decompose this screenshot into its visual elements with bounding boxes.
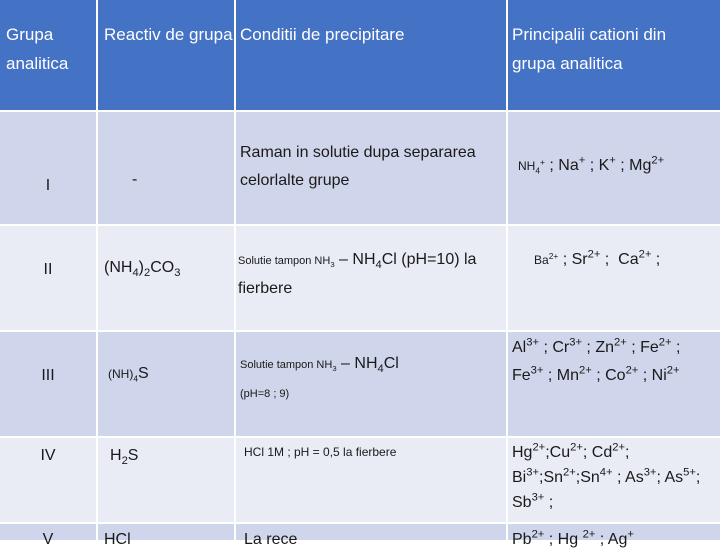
row4-conditions-text: HCl 1M ; pH = 0,5 la fierbere xyxy=(244,445,397,459)
row2-group-text: II xyxy=(43,261,53,278)
row5-group xyxy=(0,524,96,548)
row3-reagent: $(NH)_4S$ xyxy=(98,332,234,436)
row1-reagent xyxy=(98,112,234,224)
row1-conditions xyxy=(236,112,506,224)
header-cations-text: Principalii cationi din grupa analitica xyxy=(512,25,667,73)
row2-reagent: $(NH_4)_2CO_3$ xyxy=(98,226,234,330)
row2-cations: $Ba^{2+}$ ; $Sr^{2+}$ ; $Ca^{2+}$ ; xyxy=(508,226,720,330)
row5-reagent xyxy=(98,524,234,548)
row5-reagent-text: HCl xyxy=(104,531,131,548)
row3-cations: $Al^{3+}$ ; $Cr^{3+}$ ; $Zn^{2+}$ ; $Fe^{2+}$ ; $Fe^{3+}$ ; $Mn^{2+}$ ; $Co^{2+}$ ; $Ni^{2+}$ xyxy=(508,332,720,436)
row1-reagent-text: - xyxy=(132,171,138,188)
header-group-text: Grupa analitica xyxy=(6,25,69,73)
row4-cations: $Hg^{2+};Cu^{2+}$; $Cd^{2+}$; $Bi^{3+};Sn^{2+};Sn^{4+}$ ; $As^{3+}$; $As^{5+}$; $Sb^{3+}$ ; xyxy=(508,438,720,522)
row1-conditions-text: Raman in solutie dupa separarea celorlalte grupe xyxy=(240,144,476,189)
row4-group xyxy=(0,438,96,522)
row4-conditions xyxy=(236,438,506,522)
row4-reagent: $H_2S$ xyxy=(98,438,234,522)
row5-group-text: V xyxy=(42,531,54,548)
row2-conditions: Solutie tampon $NH_3 - NH_4Cl$ (pH=10) la fierbere xyxy=(236,226,506,330)
row5-cations: $Pb^{2+}$ ; Hg $^{2+}$ ; Ag+ xyxy=(508,524,720,540)
row2-group xyxy=(0,226,96,330)
header-conditions-text: Conditii de precipitare xyxy=(240,25,405,44)
header-group xyxy=(0,0,96,110)
header-reagent xyxy=(98,0,234,110)
row3-group-text: III xyxy=(41,367,55,384)
row4-group-text: IV xyxy=(40,447,56,464)
header-reagent-text: Reactiv de grupa xyxy=(104,25,233,44)
row3-group xyxy=(0,332,96,436)
row1-group-text: I xyxy=(45,177,51,194)
header-conditions xyxy=(236,0,506,110)
row3-conditions: Solutie tampon $NH_3 - NH_4Cl$ (pH=8 ; 9) xyxy=(236,332,506,436)
row5-conditions xyxy=(236,524,506,548)
header-cations xyxy=(508,0,720,110)
row1-cations: $NH_4^+$ ; Na+ ; K+ ; $Mg^{2+}$ xyxy=(508,112,720,224)
row1-group xyxy=(0,112,96,224)
row5-conditions-text: La rece xyxy=(244,531,298,548)
